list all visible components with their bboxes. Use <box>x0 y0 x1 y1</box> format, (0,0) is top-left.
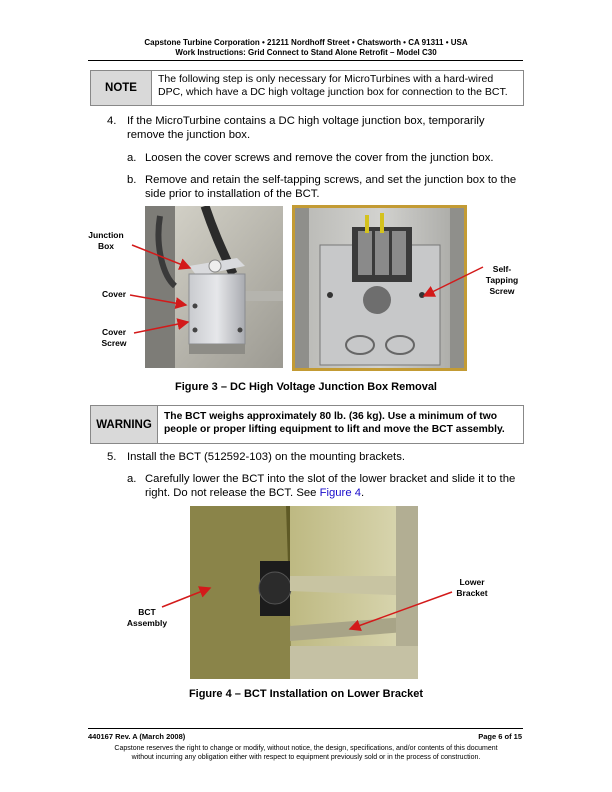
cover-screw-arrow <box>134 322 188 333</box>
label-bct-assembly: BCT Assembly <box>126 607 168 628</box>
step4b-letter: b. <box>127 174 137 186</box>
step5-text: Install the BCT (512592-103) on the mounting brackets. <box>127 451 405 463</box>
step4a-text: Loosen the cover screws and remove the cover from the junction box. <box>145 152 494 164</box>
label-cover-screw: Cover Screw <box>101 327 127 348</box>
warning-callout <box>90 405 524 444</box>
step5a-end: . <box>361 487 365 499</box>
warning-text: The BCT weighs approximately 80 lb. (36 kg). Use a minimum of two people or proper lifting equipment to lift and move the BCT assembly. <box>158 406 523 443</box>
step4-number: 4. <box>107 115 117 127</box>
step5-number: 5. <box>107 451 117 463</box>
step4a-letter: a. <box>127 152 137 164</box>
self-tapping-arrow <box>424 267 483 296</box>
header-title-line: Work Instructions: Grid Connect to Stand Alone Retrofit – Model C30 <box>175 48 437 57</box>
footer-disclaimer-line1: Capstone reserves the right to change or modify, without notice, the design, specifications, and/or contents of this document <box>114 745 498 752</box>
footer-rule <box>88 728 523 729</box>
step5a-letter: a. <box>127 473 137 485</box>
cover-arrow <box>130 295 186 305</box>
label-cover: Cover <box>101 289 127 299</box>
figure4-caption: Figure 4 – BCT Installation on Lower Bracket <box>188 688 424 700</box>
figure4-arrows <box>0 560 612 640</box>
note-text: The following step is only necessary for MicroTurbines with a hard-wired DPC, which have a DC high voltage junction box for connection to the BCT. <box>152 71 523 105</box>
label-junction-box: Junction Box <box>88 230 124 251</box>
lower-bracket-arrow <box>350 592 452 629</box>
step5a-text <box>145 472 522 500</box>
step5a-text-body: Carefully lower the BCT into the slot of the lower bracket and slide it to the right. Do not release the BCT. See <box>145 473 516 499</box>
label-lower-bracket: Lower Bracket <box>456 577 488 598</box>
label-self-tapping-screw: Self-Tapping Screw <box>485 264 519 296</box>
step4-text: If the MicroTurbine contains a DC high voltage junction box, temporarily remove the junction box. <box>127 115 485 141</box>
note-label: NOTE <box>91 71 152 105</box>
bct-assembly-arrow <box>162 588 210 607</box>
footer-disclaimer-line2: without incurring any obligation either with respect to equipment previously sold or in the process of construction. <box>131 754 481 761</box>
header-company-line: Capstone Turbine Corporation • 21211 Nordhoff Street • Chatsworth • CA 91311 • USA <box>144 38 468 47</box>
junction-box-arrow <box>132 245 190 268</box>
figure4-link[interactable]: Figure 4 <box>319 487 362 499</box>
step4b-text: Remove and retain the self-tapping screws, and set the junction box to the side prior to installation of the BCT. <box>145 174 517 200</box>
footer-doc-number: 440167 Rev. A (March 2008) <box>88 732 186 741</box>
warning-label: WARNING <box>91 406 158 443</box>
figure3-caption: Figure 3 – DC High Voltage Junction Box Removal <box>174 381 437 393</box>
footer-page-number: Page 6 of 15 <box>478 732 522 741</box>
